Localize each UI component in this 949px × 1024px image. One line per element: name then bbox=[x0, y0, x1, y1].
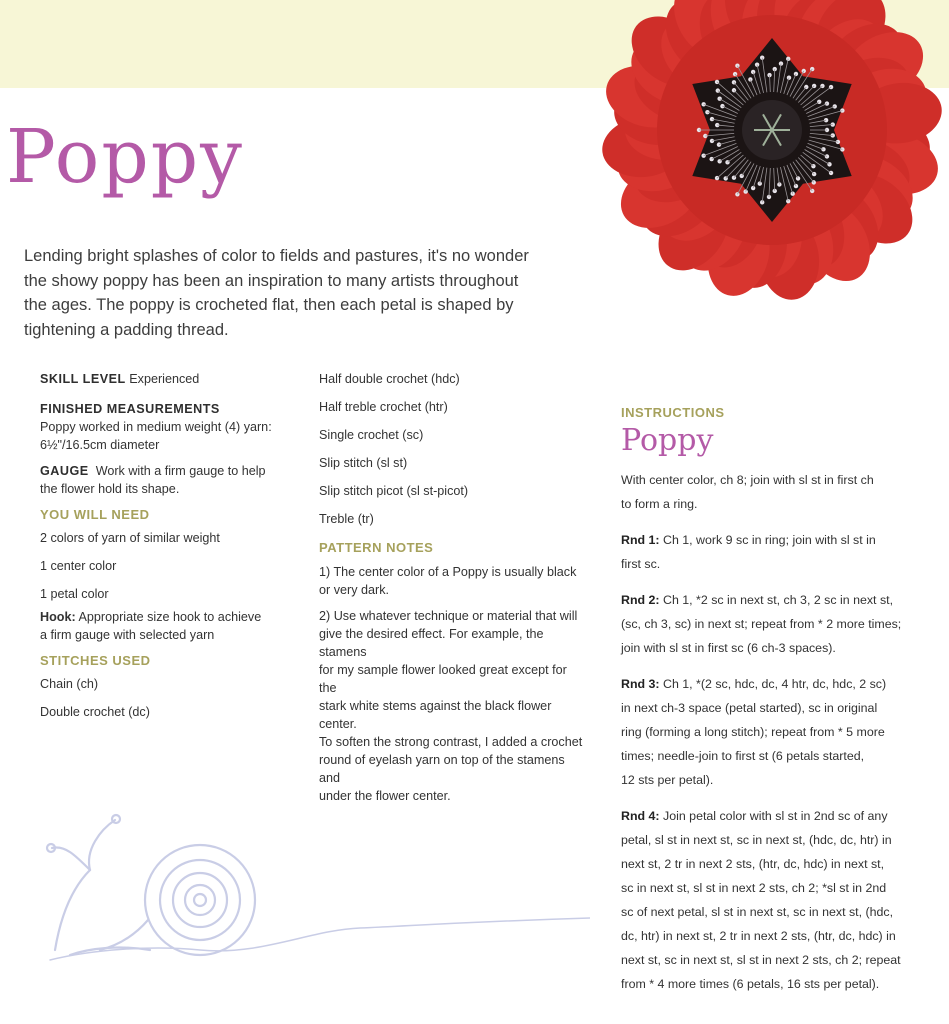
note-line: for my sample flower looked great except for the bbox=[319, 663, 567, 695]
note-line: To soften the strong contrast, I added a crochet bbox=[319, 735, 583, 749]
note-line: under the flower center. bbox=[319, 789, 451, 803]
round-line: first sc. bbox=[621, 557, 661, 571]
measurements-line: Poppy worked in medium weight (4) yarn: bbox=[40, 420, 272, 434]
stamen bbox=[701, 102, 705, 106]
round-line: times; needle-join to first st (6 petals started, bbox=[621, 749, 865, 763]
round-line: Ch 1, *(2 sc, hdc, dc, 4 htr, dc, hdc, 2 sc) bbox=[663, 677, 887, 691]
note-line: stark white stems against the black flower center. bbox=[319, 699, 552, 731]
intro-paragraph: Lending bright splashes of color to fields and pastures, it's no wonder the showy poppy has been an inspiration to many artists throughout the ages. The poppy is crocheted flat, then each petal is shaped by tightening a padding thread. bbox=[24, 247, 529, 339]
stitches-notes-column bbox=[319, 370, 584, 813]
round-3 bbox=[621, 672, 911, 792]
round-line: 12 sts per petal). bbox=[621, 773, 714, 787]
skill-level-label: SKILL LEVEL bbox=[40, 372, 126, 386]
page-title: Poppy bbox=[6, 114, 244, 200]
note-line: round of eyelash yarn on top of the stamens and bbox=[319, 753, 565, 785]
measurements-line: 6½"/16.5cm diameter bbox=[40, 438, 160, 452]
round-4 bbox=[621, 804, 911, 996]
round-line: join with sl st in first sc (6 ch-3 spaces). bbox=[621, 641, 836, 655]
round-line: next st, 2 tr in next 2 sts, (htr, dc, hdc) in next st, bbox=[621, 857, 885, 871]
round-line: from * 4 more times (6 petals, 16 sts per petal). bbox=[621, 977, 880, 991]
stitch-item: Slip stitch picot (sl st-picot) bbox=[319, 484, 469, 498]
hook-line: Appropriate size hook to achieve bbox=[78, 610, 262, 624]
stitch-item: Treble (tr) bbox=[319, 512, 374, 526]
note-line: 2) Use whatever technique or material that will bbox=[319, 609, 578, 623]
round-line: Ch 1, work 9 sc in ring; join with sl st in bbox=[663, 533, 876, 547]
instructions-intro-line: to form a ring. bbox=[621, 497, 698, 511]
note-line: 1) The center color of a Poppy is usually black bbox=[319, 565, 577, 579]
instructions-intro-line: With center color, ch 8; join with sl st in first ch bbox=[621, 473, 874, 487]
stitch-item: Slip stitch (sl st) bbox=[319, 456, 408, 470]
stitch-item: Half treble crochet (htr) bbox=[319, 400, 448, 414]
round-line: sc of next petal, sl st in next st, sc in next st, (hdc, bbox=[621, 905, 894, 919]
round-line: sc in next st, sl st in next 2 sts, ch 2; *sl st in 2nd bbox=[621, 881, 887, 895]
snail-illustration bbox=[30, 810, 590, 980]
stitch-item: Half double crochet (hdc) bbox=[319, 372, 460, 386]
round-2 bbox=[621, 588, 911, 660]
supply-item: 2 colors of yarn of similar weight bbox=[40, 531, 220, 545]
stitches-used-heading: STITCHES USED bbox=[40, 653, 151, 668]
hook-line: a firm gauge with selected yarn bbox=[40, 628, 215, 642]
instructions-subtitle: Poppy bbox=[621, 423, 714, 458]
stamen bbox=[701, 153, 705, 157]
stitch-item: Single crochet (sc) bbox=[319, 428, 424, 442]
materials-column bbox=[40, 370, 295, 726]
round-label: Rnd 2: bbox=[621, 593, 660, 607]
stamen bbox=[709, 157, 713, 161]
gauge-line: the flower hold its shape. bbox=[40, 482, 180, 496]
stamen bbox=[787, 75, 791, 79]
round-1 bbox=[621, 528, 911, 576]
gauge-label: GAUGE bbox=[40, 464, 89, 478]
pattern-notes-heading: PATTERN NOTES bbox=[319, 540, 434, 555]
round-line: ring (forming a long stitch); repeat from * 5 more bbox=[621, 725, 885, 739]
round-line: Ch 1, *2 sc in next st, ch 3, 2 sc in next st, bbox=[663, 593, 894, 607]
finished-measurements-label: FINISHED MEASUREMENTS bbox=[40, 402, 220, 416]
you-will-need-heading: YOU WILL NEED bbox=[40, 507, 150, 522]
stitch-item: Chain (ch) bbox=[40, 677, 99, 691]
round-label: Rnd 3: bbox=[621, 677, 660, 691]
round-label: Rnd 4: bbox=[621, 809, 660, 823]
round-line: next st, sc in next st, sl st in next 2 sts, ch 2; repeat bbox=[621, 953, 901, 967]
supply-item: 1 petal color bbox=[40, 587, 109, 601]
hook-label: Hook: bbox=[40, 610, 76, 624]
instructions-column bbox=[621, 404, 911, 1008]
note-line: or very dark. bbox=[319, 583, 389, 597]
round-line: (sc, ch 3, sc) in next st; repeat from * 2 more times; bbox=[621, 617, 902, 631]
round-line: petal, sl st in next st, sc in next st, (hdc, dc, htr) in bbox=[621, 833, 892, 847]
round-line: in next ch-3 space (petal started), sc in original bbox=[621, 701, 878, 715]
supply-item: 1 center color bbox=[40, 559, 117, 573]
skill-level-value: Experienced bbox=[129, 372, 200, 386]
gauge-line: Work with a firm gauge to help bbox=[95, 464, 266, 478]
note-line: give the desired effect. For example, the stamens bbox=[319, 627, 544, 659]
poppy-flower-image bbox=[535, 0, 949, 380]
stamen bbox=[791, 192, 795, 196]
stitch-item: Double crochet (dc) bbox=[40, 705, 150, 719]
round-line: dc, htr) in next st, 2 tr in next 2 sts, (htr, dc, hdc) in bbox=[621, 929, 896, 943]
round-line: Join petal color with sl st in 2nd sc of any bbox=[663, 809, 888, 823]
instructions-heading: INSTRUCTIONS bbox=[621, 405, 725, 420]
round-label: Rnd 1: bbox=[621, 533, 660, 547]
